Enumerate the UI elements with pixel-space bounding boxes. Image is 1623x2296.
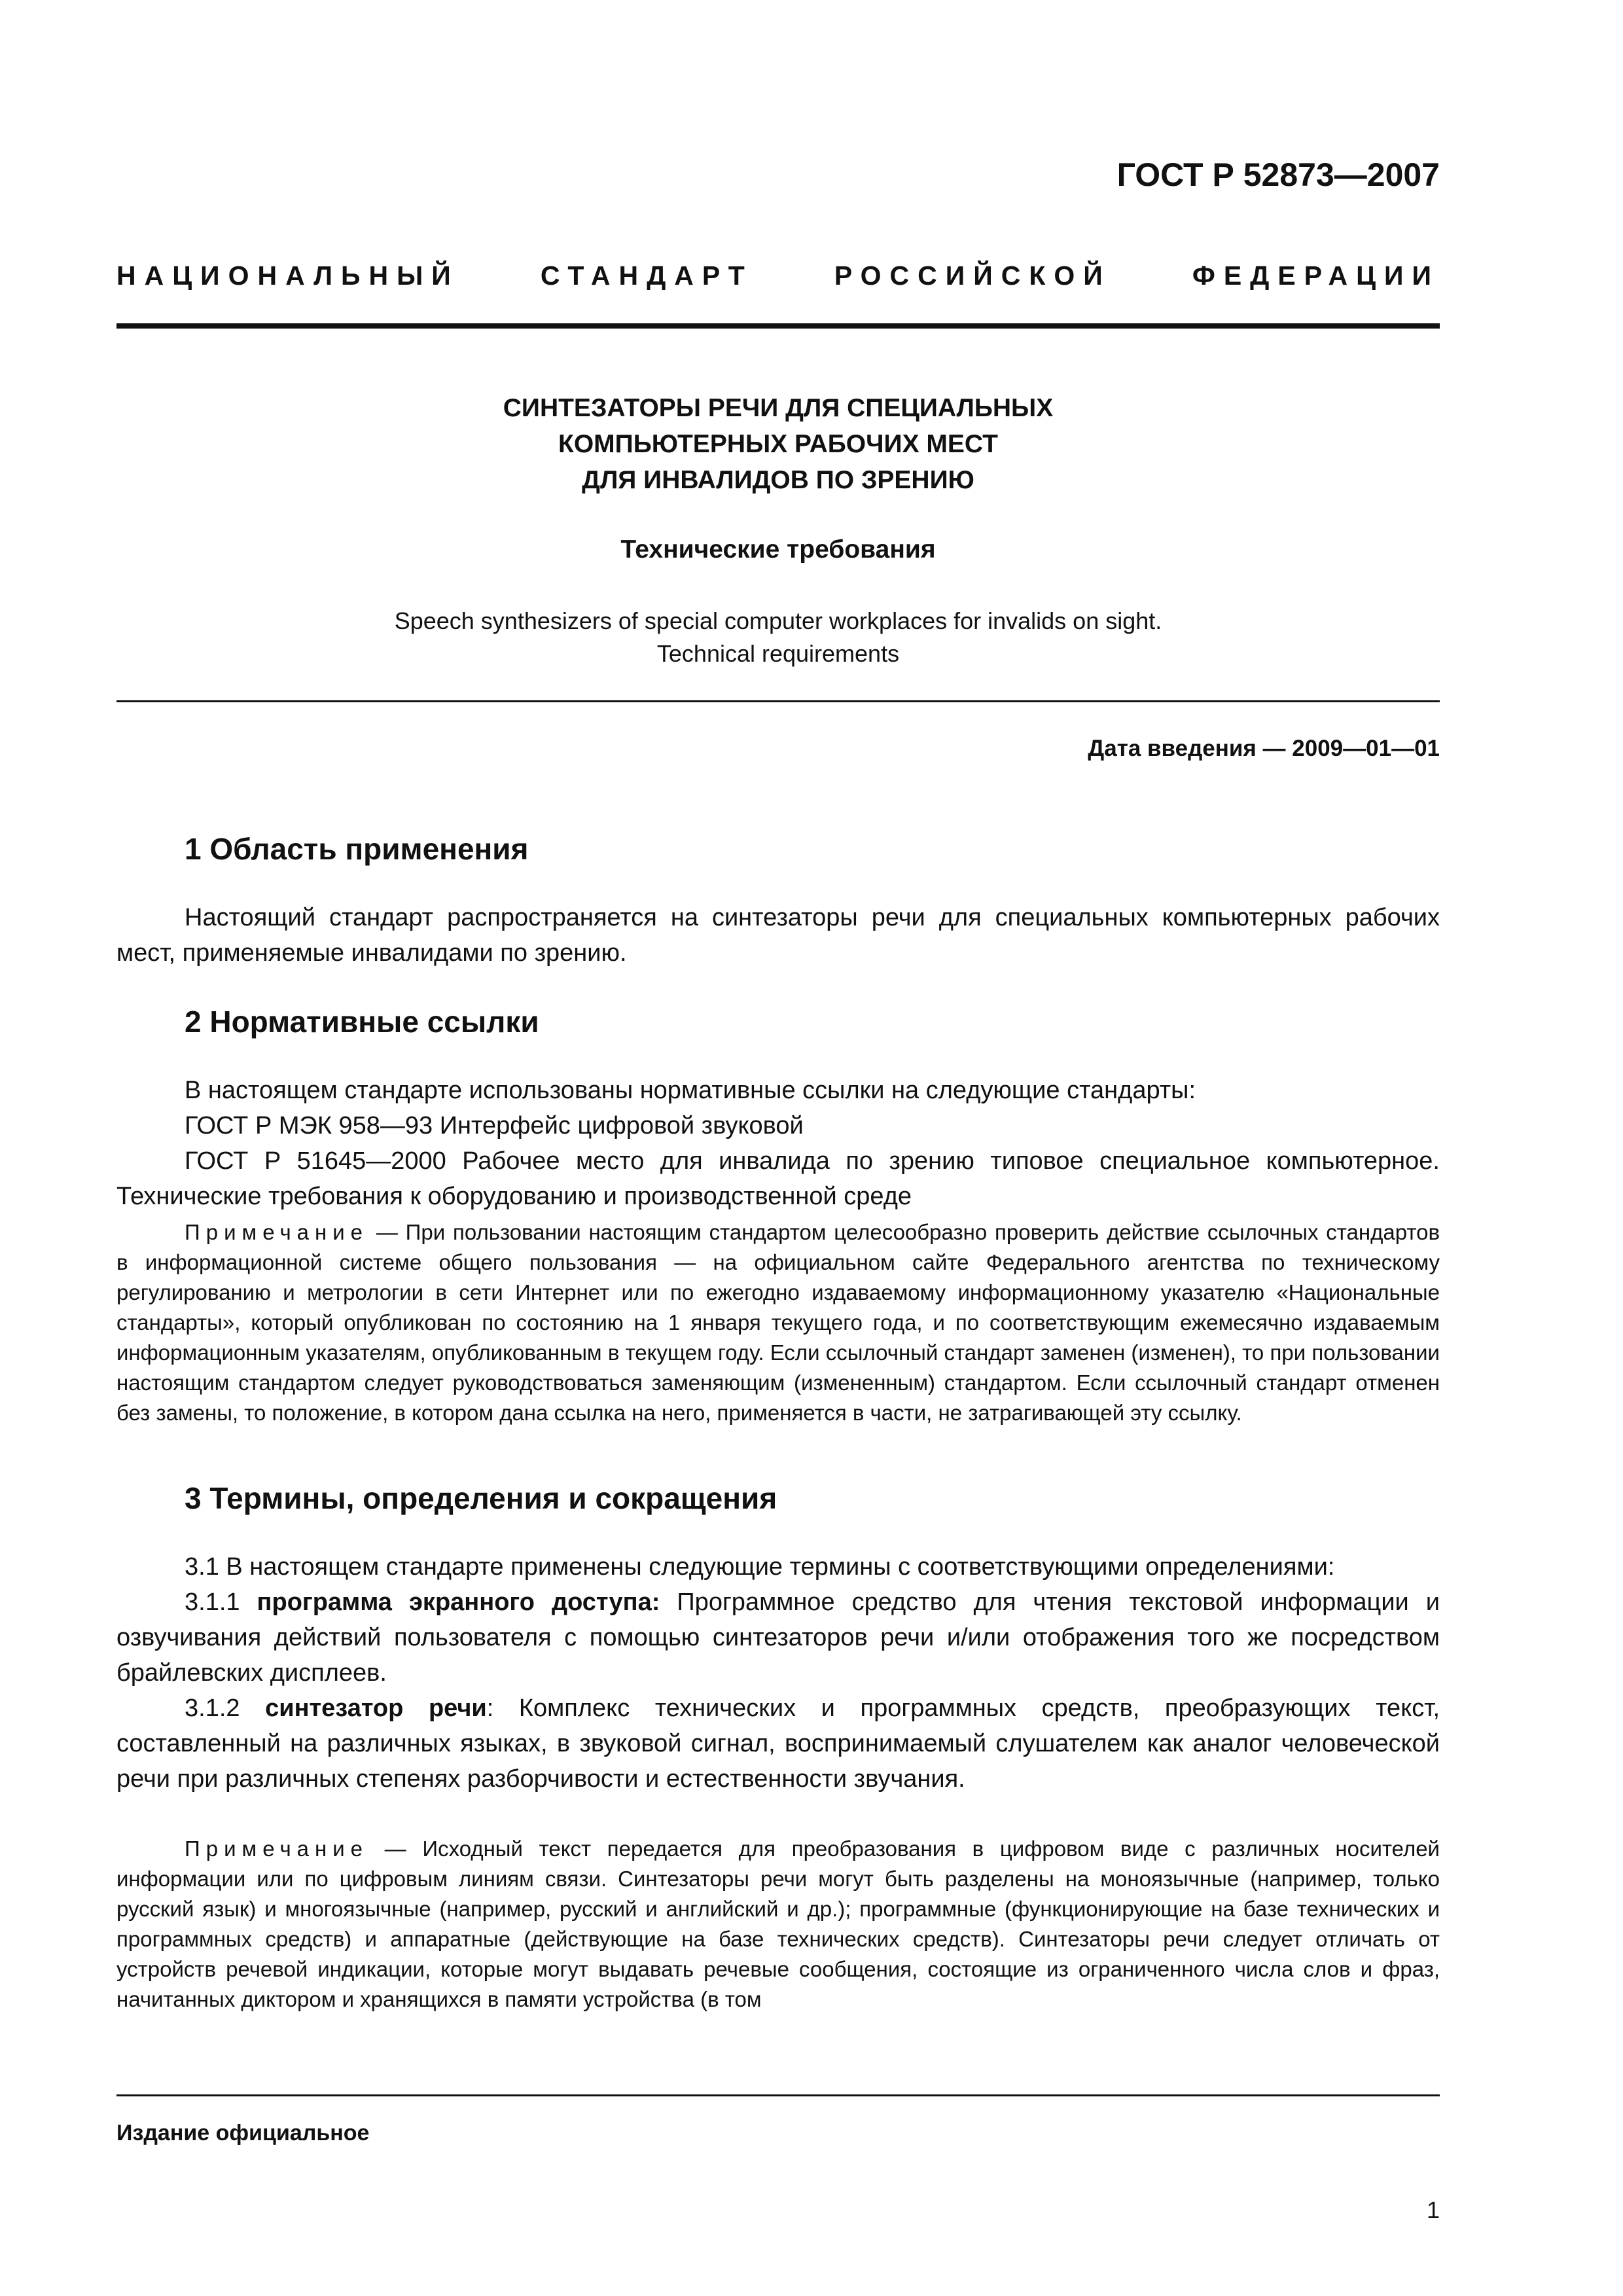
title-divider bbox=[116, 700, 1440, 702]
reference-item: ГОСТ Р 51645—2000 Рабочее место для инвалида по зрению типовое специальное компьютерное. Технические требования к оборудованию и производственной среде bbox=[116, 1147, 1440, 1210]
banner-word: СТАНДАРТ bbox=[540, 260, 753, 291]
footer-divider bbox=[116, 2094, 1440, 2096]
term-screen-access-program: программа экранного доступа: bbox=[257, 1588, 660, 1616]
note-text: — При пользовании настоящим стандартом целесообразно проверить действие ссылочных стандартов в информационной системе общего пользования — на официальном сайте Федерального агентства по техническому регулированию и метрологии в сети Интернет или по ежегодно издаваемому информационному указателю «Национальные стандарты», который опубликован по состоянию на 1 января текущего года, и по соответствующим ежемесячно издаваемым информационным указателям, опубликованным в текущем году. Если ссылочный стандарт заменен (изменен), то при пользовании настоящим стандартом следует руководствоваться заменяющим (измененным) стандартом. Если ссылочный стандарт отменен без замены, то положение, в котором дана ссылка на него, применяется в части, не затрагивающей эту ссылку. bbox=[116, 1220, 1440, 1425]
section-1-text: Настоящий стандарт распространяется на синтезаторы речи для специальных компьютерных рабочих мест, применяемые инвалидами по зрению. bbox=[116, 904, 1440, 967]
document-title bbox=[116, 390, 1440, 498]
note-text: — Исходный текст передается для преобразования в цифровом виде с различных носителей информации или по цифровым линиям связи. Синтезаторы речи могут быть разделены на моноязычные (например, только русский язык) и многоязычные (например, русский и английский и др.); программные (функционирующие на базе технических и программных средств) и аппаратные (действующие на базе технических средств). Синтезаторы речи следует отличать от устройств речевой индикации, которые могут выдавать речевые сообщения, состоящие из ограниченного числа слов и фраз, начитанных диктором и хранящихся в памяти устройства (в том bbox=[116, 1837, 1440, 2011]
clause-3-1-2: 3.1.2 синтезатор речи: Комплекс технических и программных средств, преобразующих текст, составленный на различных языках, в звуковой сигнал, воспринимаемый слушателем как аналог человеческой речи при различных степенях разборчивости и естественности звучания. bbox=[116, 1695, 1440, 1793]
english-title-line: Speech synthesizers of special computer workplaces for invalids on sight. bbox=[394, 607, 1162, 634]
section-2-intro: В настоящем стандарте использованы нормативные ссылки на следующие стандарты: bbox=[185, 1077, 1196, 1104]
english-title-line: Technical requirements bbox=[656, 640, 900, 667]
reference-item: ГОСТ Р МЭК 958—93 Интерфейс цифровой звуковой bbox=[185, 1112, 804, 1139]
section-2-note bbox=[116, 1217, 1440, 1428]
note-label: Примечание bbox=[185, 1220, 369, 1244]
introduction-date: Дата введения — 2009—01—01 bbox=[1088, 736, 1440, 761]
section-3-note bbox=[116, 1834, 1440, 2015]
header-divider bbox=[116, 323, 1440, 329]
term-speech-synthesizer: синтезатор речи bbox=[265, 1695, 487, 1722]
clause-3-1-1: 3.1.1 программа экранного доступа: Программное средство для чтения текстовой информации и озвучивания действий пользователя с помощью синтезаторов речи и/или отображения того же посредством брайлевских дисплеев. bbox=[116, 1588, 1440, 1687]
title-line: СИНТЕЗАТОРЫ РЕЧИ ДЛЯ СПЕЦИАЛЬНЫХ bbox=[503, 394, 1054, 422]
section-3-body bbox=[116, 1549, 1440, 1797]
title-line: ДЛЯ ИНВАЛИДОВ ПО ЗРЕНИЮ bbox=[582, 466, 974, 494]
section-1-heading: 1 Область применения bbox=[185, 832, 529, 866]
official-edition-label: Издание официальное bbox=[116, 2121, 370, 2145]
standard-banner bbox=[116, 260, 1440, 291]
page-number: 1 bbox=[1426, 2197, 1440, 2223]
section-3-heading: 3 Термины, определения и сокращения bbox=[185, 1481, 777, 1515]
section-2-heading: 2 Нормативные ссылки bbox=[185, 1005, 539, 1039]
document-page bbox=[116, 0, 1440, 2296]
banner-word: НАЦИОНАЛЬНЫЙ bbox=[116, 260, 459, 291]
title-line: КОМПЬЮТЕРНЫХ РАБОЧИХ МЕСТ bbox=[558, 430, 998, 458]
clause-3-1: 3.1 В настоящем стандарте применены следующие термины с соответствующими определениями: bbox=[185, 1553, 1335, 1581]
document-code: ГОСТ Р 52873—2007 bbox=[1116, 156, 1440, 193]
section-2-body bbox=[116, 1073, 1440, 1214]
english-title bbox=[116, 605, 1440, 670]
document-subtitle: Технические требования bbox=[620, 535, 936, 564]
banner-word: ФЕДЕРАЦИИ bbox=[1192, 260, 1440, 291]
banner-word: РОССИЙСКОЙ bbox=[834, 260, 1111, 291]
note-label: Примечание bbox=[185, 1837, 369, 1861]
